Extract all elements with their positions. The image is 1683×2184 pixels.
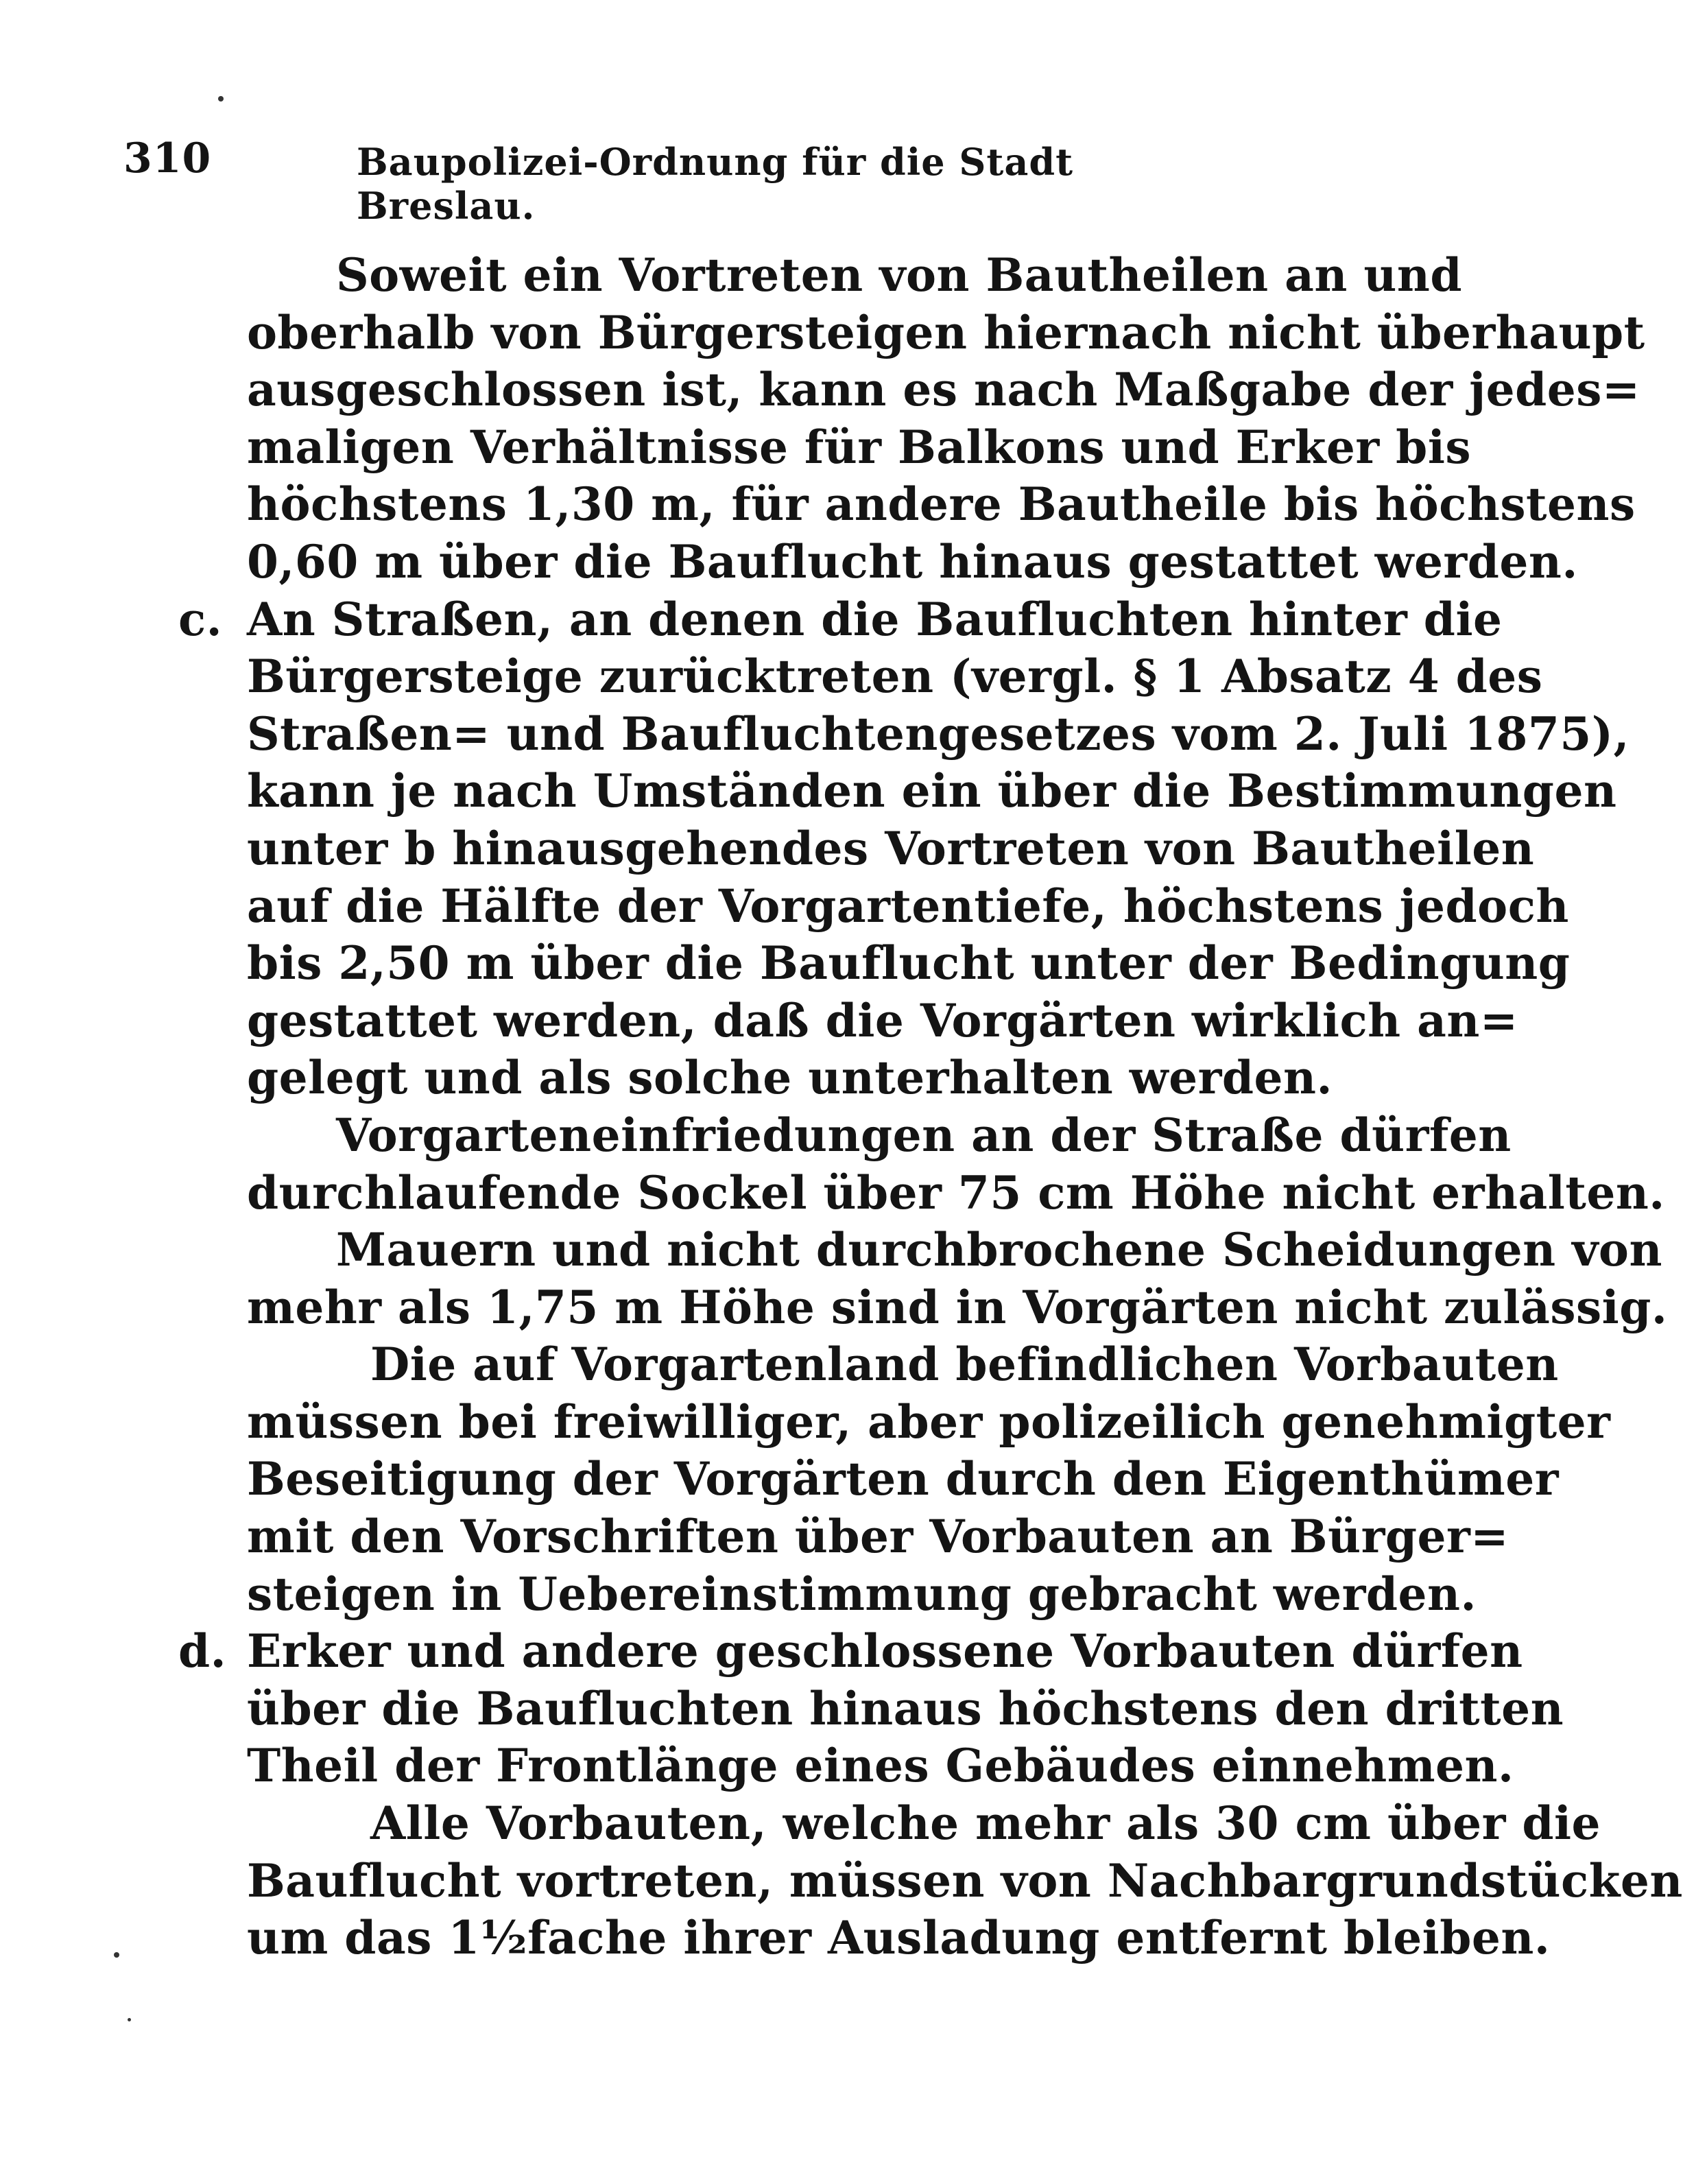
text-line: Vorgarteneinfriedungen an der Straße dürfen	[336, 1108, 1512, 1162]
text-line: auf die Hälfte der Vorgartentiefe, höchstens jedoch	[247, 879, 1569, 933]
text-line: durchlaufende Sockel über 75 cm Höhe nicht erhalten.	[247, 1165, 1665, 1220]
paragraph-vorgarten	[247, 1107, 1665, 1222]
text-line: Straßen= und Baufluchtengesetzes vom 2. Juli 1875),	[247, 707, 1630, 761]
text-line: Mauern und nicht durchbrochene Scheidungen von	[336, 1223, 1662, 1277]
text-line: gelegt und als solche unterhalten werden.	[247, 1051, 1333, 1105]
text-line: ausgeschlossen ist, kann es nach Maßgabe der jedes=	[247, 363, 1640, 417]
text-line: Alle Vorbauten, welche mehr als 30 cm über die	[370, 1796, 1601, 1851]
text-line: gestattet werden, daß die Vorgärten wirklich an=	[247, 993, 1518, 1047]
text-line: über die Baufluchten hinaus höchstens den dritten	[247, 1681, 1564, 1735]
paragraph-intro	[247, 247, 1645, 591]
text-line	[178, 1623, 1523, 1681]
paragraph-item-d	[178, 1623, 1564, 1795]
text-line	[178, 591, 1503, 649]
paragraph-mauern	[247, 1222, 1668, 1336]
paragraph-item-c	[178, 591, 1630, 1107]
body-text	[178, 247, 1683, 1967]
text-line: bis 2,50 m über die Bauflucht unter der Bedingung	[247, 936, 1571, 990]
text-line: unter b hinausgehendes Vortreten von Bautheilen	[247, 821, 1535, 875]
text-line-content: An Straßen, an denen die Baufluchten hinter die	[247, 592, 1503, 646]
text-line: Bauflucht vortreten, müssen von Nachbargrundstücken	[247, 1853, 1683, 1908]
speck-mark	[218, 96, 224, 102]
page-number: 310	[123, 134, 212, 182]
text-line: Beseitigung der Vorgärten durch den Eigenthümer	[247, 1452, 1559, 1506]
text-line: oberhalb von Bürgersteigen hiernach nicht überhaupt	[247, 305, 1645, 359]
text-line: Bürgersteige zurücktreten (vergl. § 1 Absatz 4 des	[247, 650, 1543, 704]
item-label-d: d.	[178, 1624, 227, 1678]
paragraph-alle-vorbauten	[247, 1795, 1683, 1967]
text-line: müssen bei freiwilliger, aber polizeilich genehmigter	[247, 1394, 1611, 1449]
text-line: höchstens 1,30 m, für andere Bautheile bis höchstens	[247, 477, 1636, 532]
text-line: Theil der Frontlänge eines Gebäudes einnehmen.	[247, 1739, 1514, 1793]
text-line: steigen in Uebereinstimmung gebracht werden.	[247, 1567, 1477, 1621]
text-line: Soweit ein Vortreten von Bautheilen an und	[336, 248, 1462, 302]
speck-mark	[114, 1952, 119, 1958]
text-line-content: Erker und andere geschlossene Vorbauten dürfen	[247, 1624, 1523, 1678]
text-line: 0,60 m über die Bauflucht hinaus gestattet werden.	[247, 534, 1578, 589]
text-line: mit den Vorschriften über Vorbauten an Bürger=	[247, 1510, 1509, 1564]
text-line: maligen Verhältnisse für Balkons und Erker bis	[247, 420, 1472, 474]
text-line: um das 1½fache ihrer Ausladung entfernt bleiben.	[247, 1911, 1551, 1965]
text-line: kann je nach Umständen ein über die Bestimmungen	[247, 764, 1617, 818]
paragraph-vorbauten	[247, 1336, 1611, 1623]
text-line: Die auf Vorgartenland befindlichen Vorbauten	[370, 1338, 1559, 1392]
item-label-c: c.	[178, 592, 223, 646]
running-title: Baupolizei-Ordnung für die Stadt Breslau.	[357, 140, 1074, 228]
speck-mark	[128, 2018, 131, 2021]
text-line: mehr als 1,75 m Höhe sind in Vorgärten nicht zulässig.	[247, 1280, 1668, 1334]
page-header	[123, 134, 1193, 228]
